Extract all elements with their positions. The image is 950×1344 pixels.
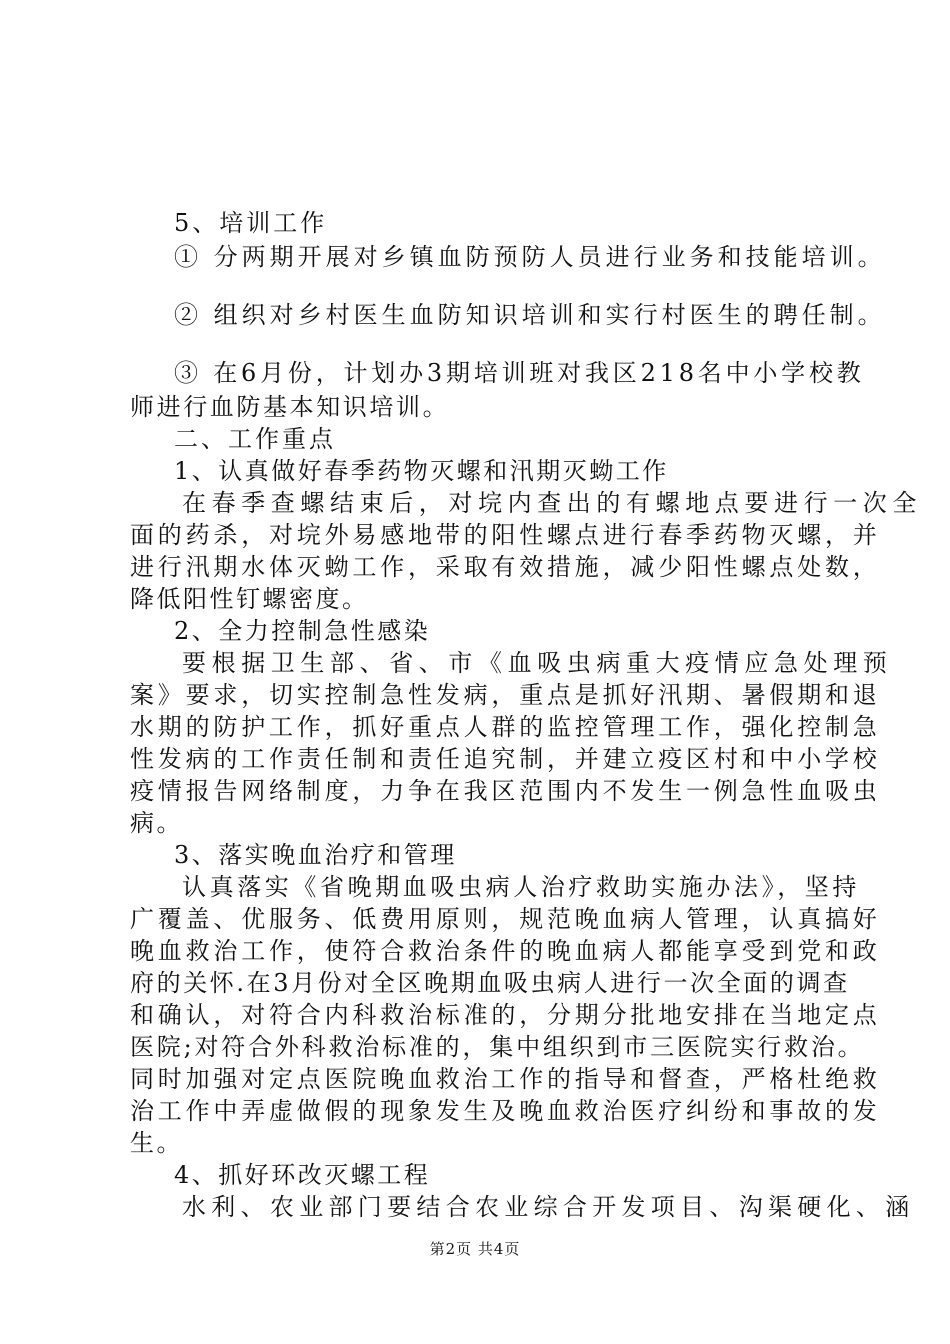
paragraph-line: 晚血救治工作，使符合救治条件的晚血病人都能享受到党和政 — [130, 937, 881, 965]
paragraph-line: 要根据卫生部、省、市《血吸虫病重大疫情应急处理预 — [182, 649, 893, 677]
paragraph-line: 病。 — [130, 809, 183, 837]
subheading: 4、抓好环改灭螺工程 — [174, 1161, 431, 1189]
paragraph-line: 医院;对符合外科救治标准的，集中组织到市三医院实行救治。 — [130, 1033, 865, 1061]
subheading: 3、落实晚血治疗和管理 — [174, 841, 457, 869]
paragraph-line: 认真落实《省晚期血吸虫病人治疗救助实施办法》，坚持 — [182, 873, 860, 901]
paragraph-line: 师进行血防基本知识培训。 — [130, 393, 450, 421]
subheading: 1、认真做好春季药物灭螺和汛期灭蚴工作 — [174, 457, 669, 485]
page-footer: 第2页 共4页 — [429, 1240, 521, 1258]
paragraph-line: ② 组织对乡村医生血防知识培训和实行村医生的聘任制。 — [174, 301, 886, 329]
paragraph-line: ③ 在6月份，计划办3期培训班对我区218名中小学校教 — [174, 359, 865, 387]
paragraph-line: 府的关怀.在3月份对全区晚期血吸虫病人进行一次全面的调查 — [130, 969, 850, 997]
paragraph-line: 治工作中弄虚做假的现象发生及晚血救治医疗纠纷和事故的发 — [130, 1097, 881, 1125]
paragraph-line: 在春季查螺结束后，对垸内查出的有螺地点要进行一次全 — [182, 489, 922, 517]
paragraph-line: 同时加强对定点医院晚血救治工作的指导和督查，严格杜绝救 — [130, 1065, 881, 1093]
paragraph-line: 水期的防护工作，抓好重点人群的监控管理工作，强化控制急 — [130, 713, 881, 741]
subheading: 2、全力控制急性感染 — [174, 617, 431, 645]
paragraph-line: 进行汛期水体灭蚴工作，采取有效措施，减少阳性螺点处数， — [130, 553, 881, 581]
paragraph-line: 疫情报告网络制度，力争在我区范围内不发生一例急性血吸虫 — [130, 777, 881, 805]
paragraph-line: ① 分两期开展对乡镇血防预防人员进行业务和技能培训。 — [174, 243, 886, 271]
paragraph-line: 面的药杀，对垸外易感地带的阳性螺点进行春季药物灭螺，并 — [130, 521, 881, 549]
heading-training-work: 5、培训工作 — [174, 209, 328, 237]
paragraph-line: 降低阳性钉螺密度。 — [130, 585, 369, 613]
paragraph-line: 水利、农业部门要结合农业综合开发项目、沟渠硬化、涵 — [182, 1193, 915, 1221]
paragraph-line: 广覆盖、优服务、低费用原则，规范晚血病人管理，认真搞好 — [130, 905, 881, 933]
paragraph-line: 生。 — [130, 1129, 183, 1157]
paragraph-line: 性发病的工作责任制和责任追究制，并建立疫区村和中小学校 — [130, 745, 881, 773]
section-heading-work-focus: 二、工作重点 — [174, 425, 336, 453]
paragraph-line: 案》要求，切实控制急性发病，重点是抓好汛期、暑假期和退 — [130, 681, 881, 709]
paragraph-line: 和确认，对符合内科救治标准的，分期分批地安排在当地定点 — [130, 1001, 881, 1029]
